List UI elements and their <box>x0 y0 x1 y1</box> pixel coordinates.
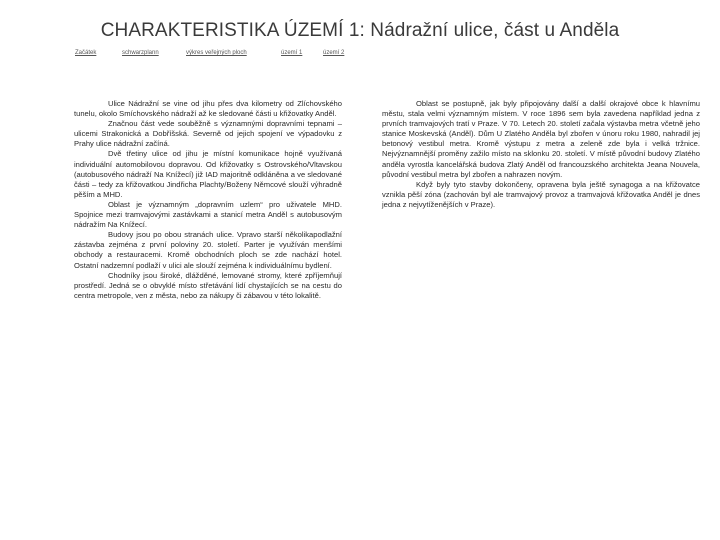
page-title: CHARAKTERISTIKA ÚZEMÍ 1: Nádražní ulice, část u Anděla <box>100 20 620 41</box>
paragraph: Když byly tyto stavby dokončeny, opravena byla ještě synagoga a na křižovatce vznikla pěší zóna (zachován byl ale tramvajový provoz a tramvajová křižovatka Anděl je dnes jedna z nejvytíženějších v Praze). <box>382 179 700 209</box>
nav-link-area-1[interactable]: území 1 <box>281 50 303 56</box>
nav-link-area-2[interactable]: území 2 <box>323 50 345 56</box>
left-text-column <box>74 99 342 301</box>
paragraph: Chodníky jsou široké, dlážděné, lemované stromy, které zpříjemňují prostředí. Jedná se o obvyklé místo střetávání lidí chystajících se na cestu do centra metropole, ven z města, nebo za nákupy či zábavou v této lokalitě. <box>74 270 342 300</box>
right-text-column <box>382 99 700 210</box>
paragraph: Ulice Nádražní se vine od jihu přes dva kilometry od Zlíchovského tunelu, okolo Smíchovského nádraží až ke sledované části u křižovatky Anděl. <box>74 99 342 119</box>
nav-link-public-spaces-drawing[interactable]: výkres veřejných ploch <box>186 50 247 56</box>
paragraph: Oblast je významným „dopravním uzlem“ pro uživatele MHD. Spojnice mezi tramvajovými zastávkami a stanicí metra Anděl s autobusovým nádražím Na Knížecí. <box>74 199 342 230</box>
paragraph: Budovy jsou po obou stranách ulice. Vpravo starší několikapodlažní zástavba zejména z první poloviny 20. století. Parter je využíván menšími obchody a restauracemi. Kromě obchodních ploch se zde nachází hotel. Ostatní nadzemní podlaží v ulici ale slouží zejména k individuálnímu bydlení. <box>74 230 342 270</box>
paragraph: Dvě třetiny ulice od jihu je místní komunikace hojně využívaná individuální automobilovou dopravou. Od křižovatky s Ostrovského/Vltavskou (autobusového nádraží Na Knížecí) již IAD majoritně odkláněna a ve sledované části – tedy za křižovatkou Jindřicha Plachty/Boženy Němcové slouží výhradně pěším a MHD. <box>74 149 342 199</box>
paragraph: Oblast se postupně, jak byly připojovány další a další okrajové obce k hlavnímu městu, stala velmi významným místem. V roce 1896 sem byla zavedena například jedna z prvních tramvajových tratí v Praze. V 70. Letech 20. století začala výstavba metra včetně jeho stanice Moskevská (Anděl). Dům U Zlatého Anděla byl zbořen v únoru roku 1980, nahradil jej betonový vestibul metra. Kromě výstupu z metra a zeleně zde byla i velká tržnice. Nejvýznamnější proměny zažilo místo na sklonku 20. století. V místě původní budovy Zlatého anděla vyrostla kancelářská budova Zlatý Anděl od francouzského architekta Jeana Nouvela, původní vestibul metra byl zbořen a nahrazen novým. <box>382 99 700 179</box>
nav-link-start[interactable]: Začátek <box>75 50 97 56</box>
nav-link-schwarzplan[interactable]: schwarzplann <box>122 50 159 56</box>
paragraph: Značnou část vede souběžně s významnými dopravními tepnami – ulicemi Strakonická a Dobříšská. Severně od jejich spojení ve výpadovku z Prahy ulice nádražní začíná. <box>74 119 342 149</box>
top-navigation <box>0 50 720 62</box>
